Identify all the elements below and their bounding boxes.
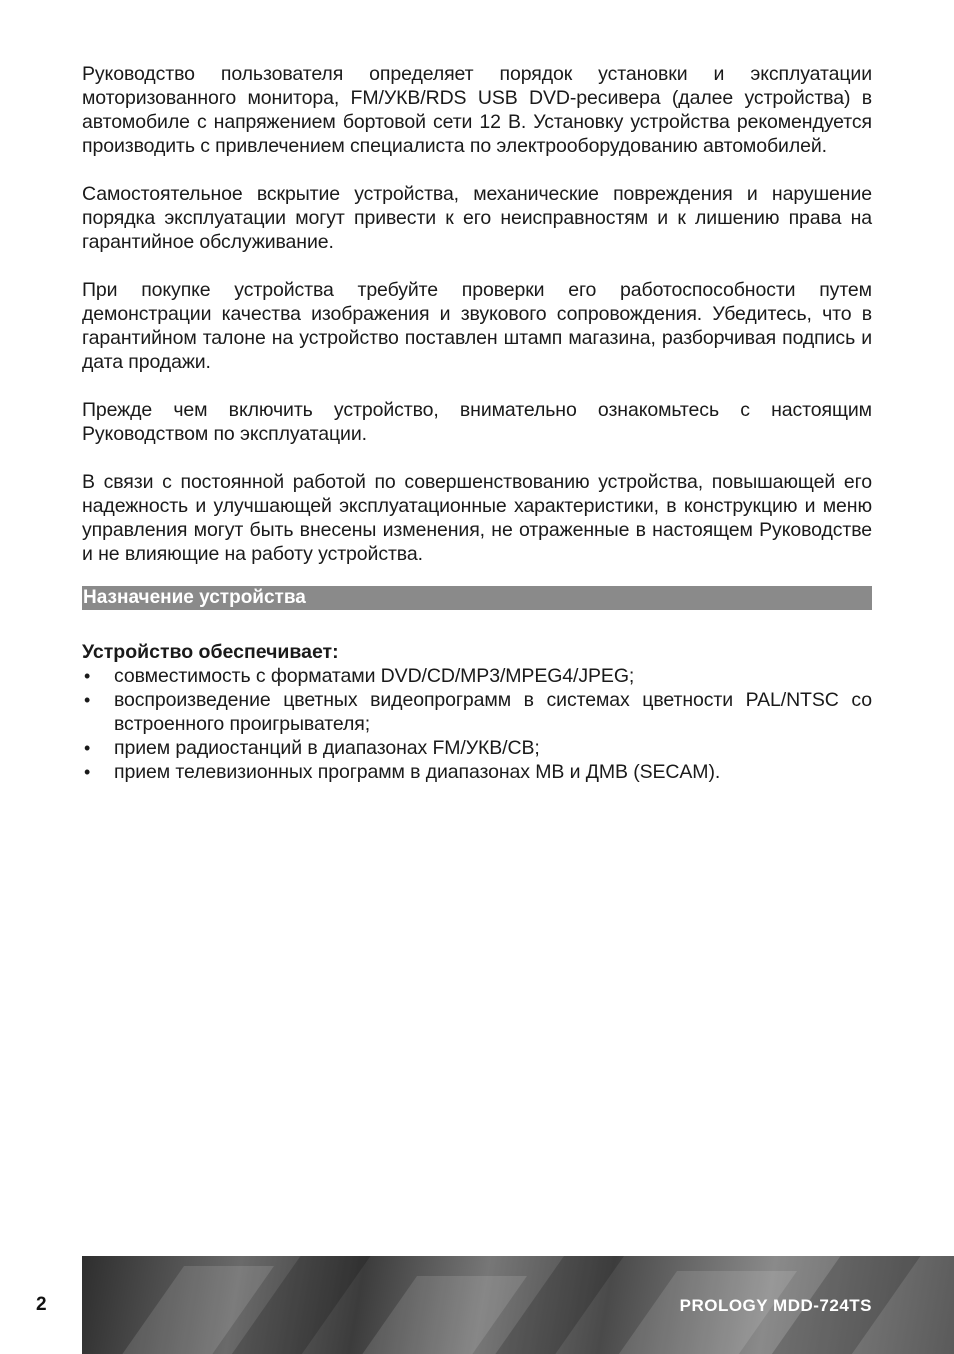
changes-paragraph: В связи с постоянной работой по совершенствованию устройства, повышающей его надежность и улучшающей эксплуатационные характеристики, в конструкцию и меню управления могут быть внесены изменения, не отраженные в настоящем Руководстве и не влияющие на работу устройства. [82, 471, 872, 565]
list-item-text: воспроизведение цветных видеопрограмм в системах цветности PAL/NTSC со встроенного проигрывателя; [114, 689, 872, 735]
read-manual-paragraph: Прежде чем включить устройство, внимательно ознакомьтесь с настоящим Руководством по эксплуатации. [82, 399, 872, 445]
bullet-icon: • [84, 738, 91, 758]
bullet-icon: • [84, 666, 91, 686]
warranty-paragraph: Самостоятельное вскрытие устройства, механические повреждения и нарушение порядка эксплуатации могут привести к его неисправностям и к лишению права на гарантийное обслуживание. [82, 183, 872, 253]
bullet-icon: • [84, 690, 91, 710]
product-model-label: PROLOGY MDD-724TS [679, 1296, 872, 1315]
list-item [82, 736, 872, 760]
purchase-paragraph: При покупке устройства требуйте проверки его работоспособности путем демонстрации качества изображения и звукового сопровождения. Убедитесь, что в гарантийном талоне на устройство поставлен штамп магазина, разборчивая подпись и дата продажи. [82, 279, 872, 373]
section-title: Назначение устройства [83, 587, 306, 608]
page-number: 2 [36, 1294, 47, 1315]
section-heading-bar [82, 586, 872, 610]
bullet-icon: • [84, 762, 91, 782]
list-item [82, 688, 872, 736]
list-item-text: прием радиостанций в диапазонах FM/УКВ/CB; [114, 737, 540, 759]
intro-paragraph: Руководство пользователя определяет порядок установки и эксплуатации моторизованного монитора, FM/УКВ/RDS USB DVD-ресивера (далее устройства) в автомобиле с напряжением бортовой сети 12 В. Установку устройства рекомендуется производить с привлечением специалиста по электрооборудованию автомобилей. [82, 63, 872, 157]
list-item-text: прием телевизионных программ в диапазонах МВ и ДМВ (SECAM). [114, 761, 721, 783]
document-body [82, 62, 872, 784]
list-item-text: совместимость с форматами DVD/CD/MP3/MPEG4/JPEG; [114, 665, 635, 687]
list-item [82, 664, 872, 688]
features-subheading: Устройство обеспечивает: [82, 641, 339, 663]
list-item [82, 760, 872, 784]
features-list [82, 664, 872, 784]
